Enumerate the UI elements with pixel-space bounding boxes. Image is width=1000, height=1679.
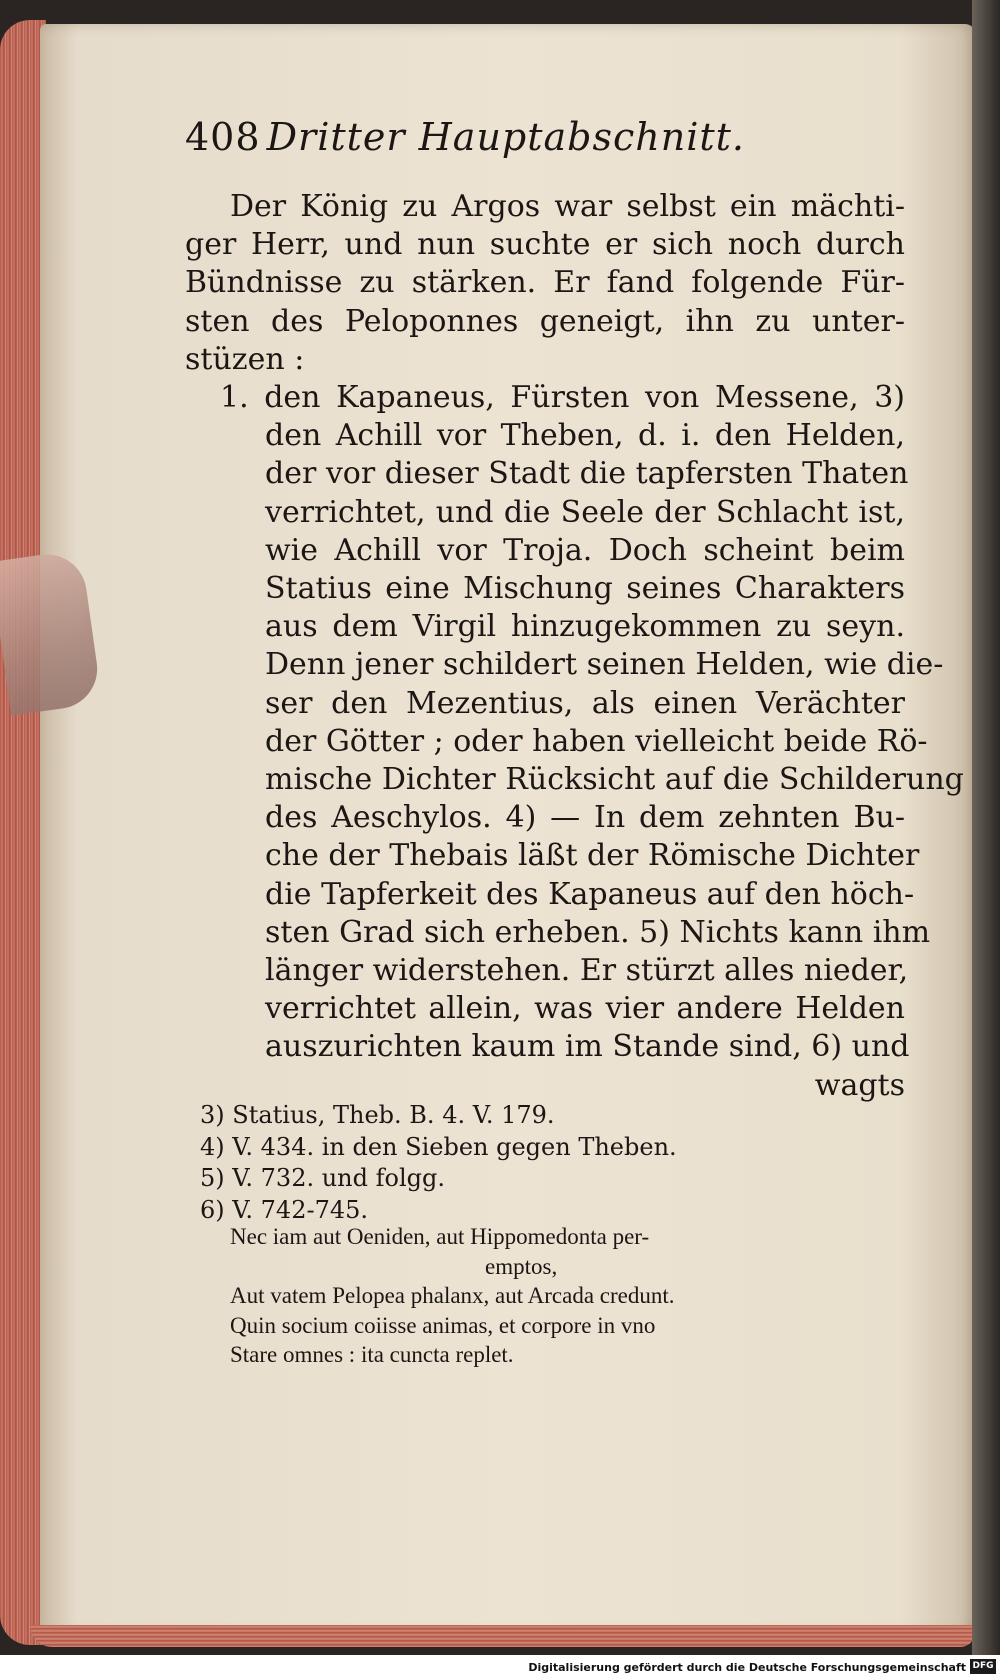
- footnotes: [200, 1100, 890, 1226]
- page-number: 408: [185, 115, 261, 159]
- list-item-line: mische Dichter Rücksicht auf die Schilderung: [265, 762, 964, 798]
- text-line: ger Herr, und nun suchte er sich noch durch: [185, 227, 905, 263]
- list-item-line: des Aeschylos. 4) — In dem zehnten Bu-: [265, 800, 905, 836]
- list-item-line: verrichtet, und die Seele der Schlacht ist,: [265, 494, 905, 530]
- list-item-line: der Götter ; oder haben vielleicht beide Rö-: [265, 723, 928, 759]
- page-header: [185, 115, 745, 159]
- text-line: Bündnisse zu stärken. Er fand folgende Für-: [185, 265, 905, 301]
- list-item-line: Statius eine Mischung seines Charakters: [265, 571, 905, 607]
- list-item-line: auszurichten kaum im Stande sind, 6) und: [265, 1029, 910, 1065]
- list-item-line: den Achill vor Theben, d. i. den Helden,: [265, 418, 905, 454]
- latin-quote: [230, 1222, 850, 1370]
- list-item-line: che der Thebais läßt der Römische Dichter: [265, 838, 920, 874]
- dfg-logo: DFG: [970, 1659, 996, 1674]
- list-item-line: verrichtet allein, was vier andere Helden: [265, 991, 905, 1027]
- list-item-line: wie Achill vor Troja. Doch scheint beim: [265, 532, 905, 568]
- list-item-line: sten Grad sich erheben. 5) Nichts kann ihm: [265, 914, 931, 950]
- footer-bar: [0, 1655, 1000, 1679]
- quote-line: Quin socium coiisse animas, et corpore in vno: [230, 1312, 656, 1338]
- book-bottom-edge: [30, 1625, 975, 1647]
- footnote: 6) V. 742-745.: [200, 1195, 369, 1224]
- footnote: 4) V. 434. in den Sieben gegen Theben.: [200, 1132, 677, 1161]
- book-spine-shadow: [972, 0, 1000, 1655]
- list-item-line: Denn jener schildert seinen Helden, wie die-: [265, 647, 944, 683]
- list-item-line: die Tapferkeit des Kapaneus auf den höch-: [265, 876, 915, 912]
- quote-line: Nec iam aut Oeniden, aut Hippomedonta per-: [230, 1224, 650, 1249]
- quote-line: emptos,: [485, 1253, 558, 1279]
- footnote: 5) V. 732. und folgg.: [200, 1164, 445, 1192]
- body-text: [185, 188, 964, 1105]
- text-line: sten des Peloponnes geneigt, ihn zu unter-: [185, 303, 905, 339]
- list-item-line: aus dem Virgil hinzugekommen zu seyn.: [265, 609, 905, 645]
- running-title: Dritter Hauptabschnitt.: [266, 115, 745, 159]
- footnote: 3) Statius, Theb. B. 4. V. 179.: [200, 1101, 555, 1129]
- text-line: Der König zu Argos war selbst ein mächti-: [230, 189, 905, 224]
- quote-line: Aut vatem Pelopea phalanx, aut Arcada credunt.: [230, 1283, 675, 1308]
- list-item-line: länger widerstehen. Er stürzt alles nieder,: [265, 953, 909, 989]
- catchword: wagts: [814, 1067, 905, 1103]
- quote-line: Stare omnes : ita cuncta replet.: [230, 1342, 514, 1367]
- funding-credit: Digitalisierung gefördert durch die Deutsche Forschungsgemeinschaft: [528, 1661, 966, 1674]
- text-line: stüzen :: [185, 341, 305, 377]
- list-item-line: ser den Mezentius, als einen Verächter: [265, 685, 905, 721]
- list-item-line: 1. den Kapaneus, Fürsten von Messene, 3): [220, 380, 905, 416]
- list-item-line: der vor dieser Stadt die tapfersten Thaten: [265, 456, 909, 492]
